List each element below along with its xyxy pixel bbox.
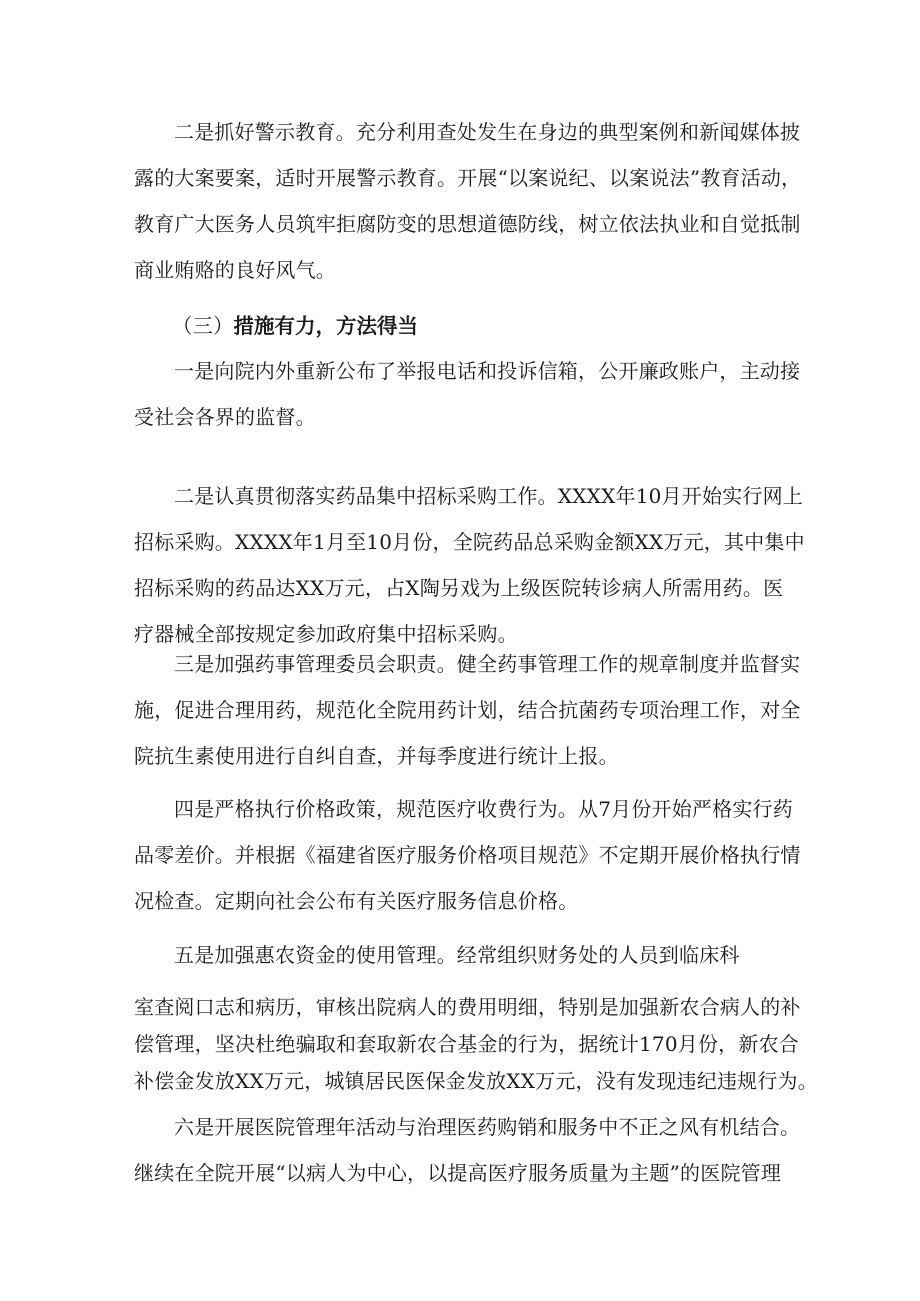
text-line: 二是认真贯彻落实药品集中招标采购工作。XXXX年10月开始实行网上	[174, 484, 804, 508]
text-line: 补偿金发放XX万元，城镇居民医保金发放XX万元，没有发现违纪违规行为。	[134, 1069, 818, 1093]
section-heading	[172, 309, 418, 343]
text-line: 招标采购。XXXX年1月至10月份，全院药品总采购金额XX万元，其中集中	[134, 530, 805, 554]
text-line: 院抗生素使用进行自纠自查，并每季度进行统计上报。	[134, 744, 619, 768]
text-line: 疗器械全部按规定参加政府集中招标采购。	[134, 622, 518, 646]
paragraph-drug-procurement	[134, 473, 805, 657]
text-line: 六是开展医院管理年活动与治理医药购销和服务中不正之风有机结合。	[174, 1115, 801, 1139]
text-line: 五是加强惠农资金的使用管理。经常组织财务处的人员到临床科	[174, 943, 740, 967]
text-line: 露的大案要案，适时开展警示教育。开展“以案说纪、以案说法”教育活动，	[134, 166, 802, 190]
text-line: 招标采购的药品达XX万元，占X陶另戏为上级医院转诊病人所需用药。医	[134, 576, 784, 600]
text-line: 教育广大医务人员筑牢拒腐防变的思想道德防线，树立依法执业和自觉抵制	[134, 212, 801, 236]
paragraph-pharmacy-committee	[134, 641, 801, 779]
text-line: 品零差价。并根据《福建省医疗服务价格项目规范》不定期开展价格执行情	[134, 843, 801, 867]
text-line: 施，促进合理用药，规范化全院用药计划，结合抗菌药专项治理工作，对全	[134, 698, 801, 722]
text-line: 况检查。定期向社会公布有关医疗服务信息价格。	[134, 889, 579, 913]
paragraph-records-review	[134, 989, 818, 1100]
text-line: 受社会各界的监督。	[134, 405, 316, 429]
text-line: 三是加强药事管理委员会职责。健全药事管理工作的规章制度并监督实	[174, 652, 801, 676]
paragraph-farmer-funds	[134, 932, 790, 978]
paragraph-public-reporting	[134, 348, 801, 440]
text-line: 室查阅口志和病历，审核出院病人的费用明细，特别是加强新农合病人的补	[134, 995, 801, 1019]
paragraph-warning-education	[134, 109, 802, 293]
section-heading-text: 措施有力，方法得当	[233, 314, 418, 338]
text-line: 四是严格执行价格政策，规范医疗收费行为。从7月份开始严格实行药	[174, 797, 793, 821]
text-line: 偿管理，坚决杜绝骗取和套取新农合基金的行为，据统计170月份，新农合	[134, 1032, 799, 1056]
text-line: 二是抓好警示教育。充分利用查处发生在身边的典型案例和新闻媒体披	[174, 120, 801, 144]
paragraph-hospital-management	[134, 1104, 801, 1196]
section-heading-number: （三）	[172, 314, 234, 338]
text-line: 一是向院内外重新公布了举报电话和投诉信箱，公开廉政账户，主动接	[174, 359, 801, 383]
text-line: 商业贿赂的良好风气。	[134, 258, 336, 282]
paragraph-pricing-policy	[134, 786, 801, 924]
text-line: 继续在全院开展“以病人为中心，以提高医疗服务质量为主题”的医院管理	[134, 1161, 782, 1185]
